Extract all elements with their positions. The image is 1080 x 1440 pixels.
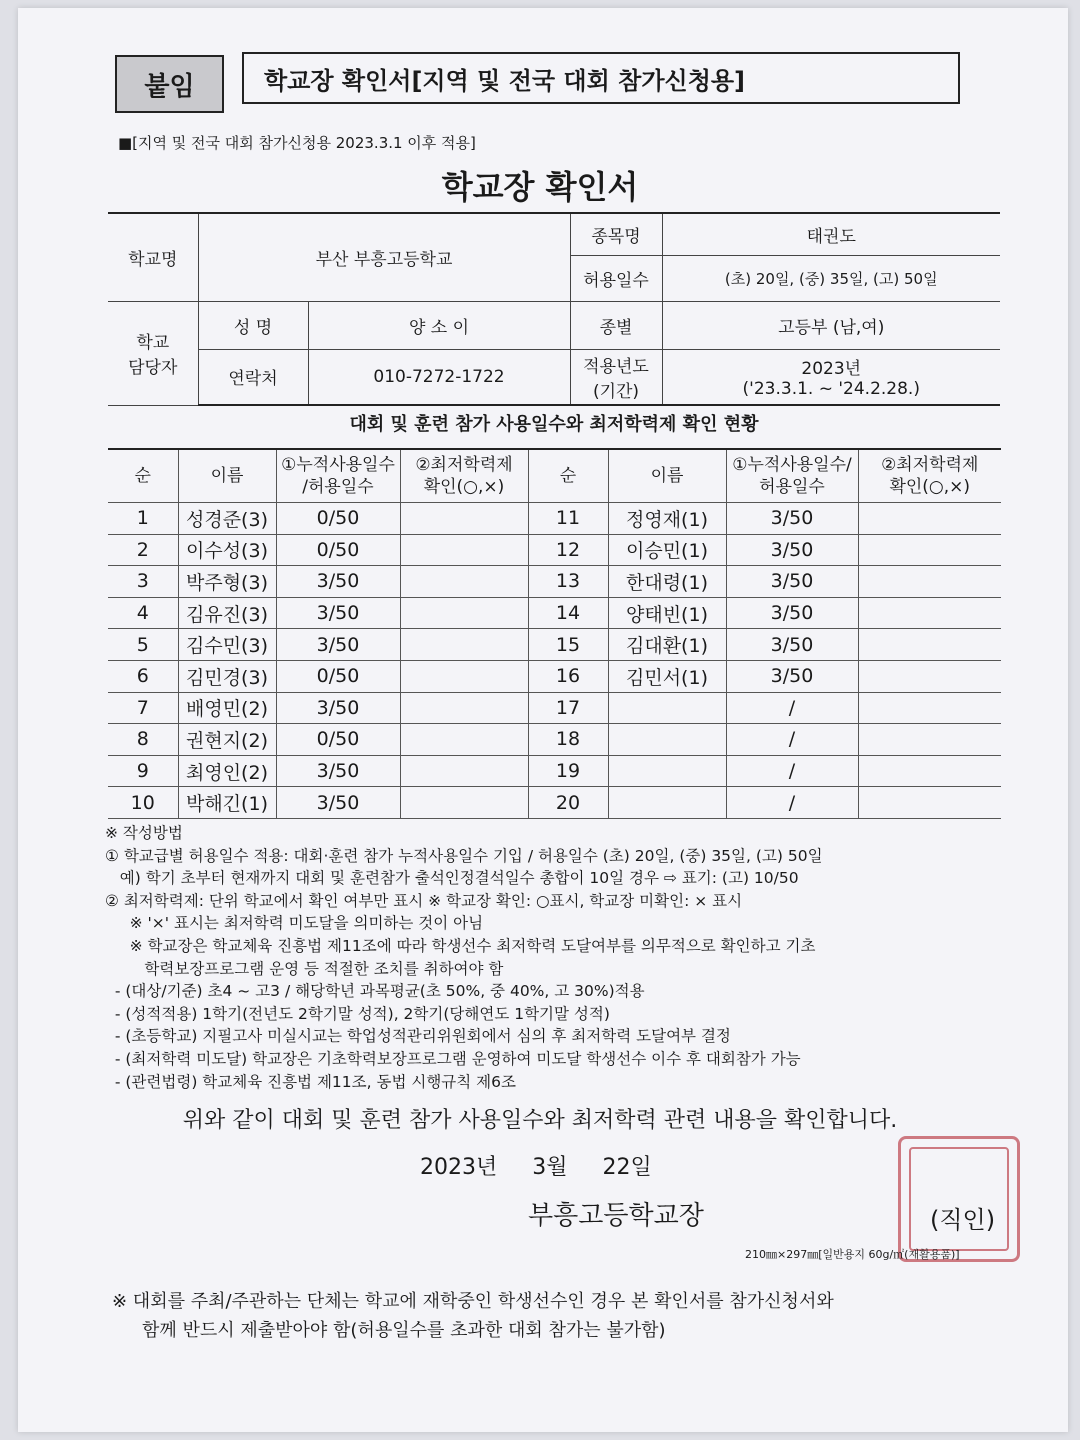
roster-days: 3/50 — [726, 597, 858, 629]
roster-days: 3/50 — [276, 597, 400, 629]
roster-name: 김유진(3) — [178, 597, 276, 629]
contact-label: 연락처 — [198, 349, 308, 405]
roster-check — [400, 566, 528, 598]
name-value: 양 소 이 — [308, 301, 570, 349]
roster-days: 3/50 — [276, 566, 400, 598]
roster-no: 7 — [108, 692, 178, 724]
header-days-2 — [726, 449, 858, 503]
roster-check — [400, 787, 528, 819]
roster-no: 11 — [528, 503, 608, 535]
roster-days: / — [726, 755, 858, 787]
roster-name: 김민경(3) — [178, 660, 276, 692]
issue-date — [420, 1150, 680, 1181]
roster-days: 3/50 — [726, 566, 858, 598]
main-title: 학교장 확인서 — [441, 168, 639, 206]
roster-check — [400, 755, 528, 787]
guide-line: - (성적적용) 1학기(전년도 2학기말 성적), 2학기(당해연도 1학기말 성적) — [105, 1004, 610, 1023]
roster-no: 3 — [108, 566, 178, 598]
category-value: 고등부 (남,여) — [662, 301, 1000, 349]
roster-name: 김대환(1) — [608, 629, 726, 661]
roster-check — [858, 566, 1001, 598]
header-check-2-line2: 확인(○,×) — [889, 477, 971, 497]
writing-guide — [105, 822, 1035, 1093]
guide-line: ※ '×' 표시는 최저학력 미도달을 의미하는 것이 아님 — [105, 914, 484, 933]
header-days-2-line1: ①누적사용일수/ — [732, 455, 852, 475]
roster-name — [608, 724, 726, 756]
roster-check — [858, 755, 1001, 787]
school-info-table — [108, 212, 1000, 406]
category-label: 종별 — [570, 301, 662, 349]
period-range: ('23.3.1. ~ '24.2.28.) — [742, 379, 920, 400]
period-value — [662, 349, 1000, 405]
period-label-line2: (기간) — [592, 381, 640, 402]
roster-no: 10 — [108, 787, 178, 819]
roster-name: 이수성(3) — [178, 534, 276, 566]
header-no-2: 순 — [528, 449, 608, 503]
roster-name: 최영인(2) — [178, 755, 276, 787]
roster-days: 3/50 — [276, 755, 400, 787]
header-name: 이름 — [178, 449, 276, 503]
roster-check — [400, 724, 528, 756]
roster-check — [400, 692, 528, 724]
staff-label-line2: 담당자 — [128, 358, 178, 378]
roster-days: 3/50 — [726, 629, 858, 661]
roster-days: 3/50 — [726, 660, 858, 692]
roster-check — [858, 503, 1001, 535]
roster-check — [400, 597, 528, 629]
roster-days: / — [726, 724, 858, 756]
date-month: 3월 — [532, 1155, 568, 1180]
footer-line-1: ※ 대회를 주최/주관하는 단체는 학교에 재학중인 학생선수인 경우 본 확인서를 참가신청서와 — [112, 1291, 834, 1312]
roster-check — [858, 787, 1001, 819]
roster-no: 4 — [108, 597, 178, 629]
roster-no: 13 — [528, 566, 608, 598]
roster-days: 0/50 — [276, 503, 400, 535]
header-check-line2: 확인(○,×) — [423, 477, 505, 497]
date-year: 2023년 — [420, 1155, 498, 1180]
guide-line: ※ 학교장은 학교체육 진흥법 제11조에 따라 학생선수 최저학력 도달여부를 의무적으로 확인하고 기초 — [105, 936, 816, 955]
roster-no: 17 — [528, 692, 608, 724]
table-row — [108, 755, 1001, 787]
guide-line: 학력보장프로그램 운영 등 적절한 조치를 취하여야 함 — [105, 959, 504, 978]
table-row — [108, 787, 1001, 819]
school-value: 부산 부흥고등학교 — [198, 213, 570, 301]
table-row — [108, 503, 1001, 535]
confirmation-statement: 위와 같이 대회 및 훈련 참가 사용일수와 최저학력 관련 내용을 확인합니다. — [182, 1108, 898, 1133]
period-label — [570, 349, 662, 405]
roster-days: 3/50 — [726, 534, 858, 566]
footer-line-2: 함께 반드시 제출받아야 함(허용일수를 초과한 대회 참가는 불가함) — [142, 1320, 666, 1341]
roster-check — [858, 692, 1001, 724]
roster-table — [108, 448, 1001, 819]
header-days-line1: ①누적사용일수 — [281, 455, 395, 475]
roster-no: 2 — [108, 534, 178, 566]
guide-line: ① 학교급별 허용일수 적용: 대회·훈련 참가 누적사용일수 기입 / 허용일수 (초) 20일, (중) 35일, (고) 50일 — [105, 846, 823, 865]
table-row — [108, 629, 1001, 661]
roster-no: 16 — [528, 660, 608, 692]
sport-label: 종목명 — [570, 213, 662, 255]
roster-name: 이승민(1) — [608, 534, 726, 566]
period-year: 2023년 — [801, 359, 862, 380]
name-label: 성 명 — [198, 301, 308, 349]
roster-name: 김수민(3) — [178, 629, 276, 661]
roster-check — [400, 503, 528, 535]
guide-line: - (초등학교) 지필고사 미실시교는 학업성적관리위원회에서 심의 후 최저학력 도달여부 결정 — [105, 1027, 731, 1046]
header-days-line2: /허용일수 — [302, 477, 374, 497]
period-label-line1: 적용년도 — [583, 356, 649, 377]
attach-label: 붙임 — [115, 55, 224, 113]
roster-name: 양태빈(1) — [608, 597, 726, 629]
document-title: 학교장 확인서[지역 및 전국 대회 참가신청용] — [242, 52, 960, 104]
staff-label — [108, 301, 198, 405]
guide-line: - (대상/기준) 초4 ~ 고3 / 해당학년 과목평균(초 50%, 중 40%, 고 30%)적용 — [105, 982, 645, 1001]
days-value: (초) 20일, (중) 35일, (고) 50일 — [662, 255, 1000, 301]
header-no: 순 — [108, 449, 178, 503]
roster-no: 5 — [108, 629, 178, 661]
roster-days: 3/50 — [726, 503, 858, 535]
roster-name: 박해긴(1) — [178, 787, 276, 819]
roster-no: 18 — [528, 724, 608, 756]
table-row — [108, 597, 1001, 629]
guide-line: ② 최저학력제: 단위 학교에서 확인 여부만 표시 ※ 학교장 확인: ○표시, 학교장 미확인: × 표시 — [105, 891, 743, 910]
table-row — [108, 534, 1001, 566]
guide-line: ※ 작성방법 — [105, 824, 183, 842]
header-check-2 — [858, 449, 1001, 503]
roster-no: 14 — [528, 597, 608, 629]
sport-value: 태권도 — [662, 213, 1000, 255]
header-check — [400, 449, 528, 503]
roster-no: 6 — [108, 660, 178, 692]
official-seal-stamp — [898, 1136, 1020, 1262]
roster-section-title: 대회 및 훈련 참가 사용일수와 최저학력제 확인 현황 — [349, 414, 759, 435]
contact-value: 010-7272-1722 — [308, 349, 570, 405]
roster-check — [858, 629, 1001, 661]
roster-days: / — [726, 692, 858, 724]
roster-name: 권현지(2) — [178, 724, 276, 756]
roster-check — [858, 724, 1001, 756]
table-row — [108, 724, 1001, 756]
table-row — [108, 566, 1001, 598]
roster-check — [858, 597, 1001, 629]
roster-days: 0/50 — [276, 660, 400, 692]
roster-name: 박주형(3) — [178, 566, 276, 598]
table-row — [108, 692, 1001, 724]
days-label: 허용일수 — [570, 255, 662, 301]
roster-no: 8 — [108, 724, 178, 756]
roster-no: 15 — [528, 629, 608, 661]
roster-name — [608, 787, 726, 819]
guide-line: - (최저학력 미도달) 학교장은 기초학력보장프로그램 운영하여 미도달 학생선수 이수 후 대회참가 가능 — [105, 1049, 801, 1068]
header-days — [276, 449, 400, 503]
roster-days: 3/50 — [276, 787, 400, 819]
header-days-2-line2: 허용일수 — [759, 477, 825, 497]
header-check-line1: ②최저학력제 — [415, 455, 513, 475]
guide-line: 예) 학기 초부터 현재까지 대회 및 훈련참가 출석인정결석일수 총합이 10일 경우 ⇨ 표기: (고) 10/50 — [105, 869, 799, 888]
roster-check — [400, 629, 528, 661]
header-name-2: 이름 — [608, 449, 726, 503]
roster-name — [608, 755, 726, 787]
roster-no: 12 — [528, 534, 608, 566]
date-day: 22일 — [602, 1155, 652, 1180]
applicability-note: ■[지역 및 전국 대회 참가신청용 2023.3.1 이후 적용] — [118, 134, 476, 152]
roster-no: 1 — [108, 503, 178, 535]
roster-name: 배영민(2) — [178, 692, 276, 724]
roster-no: 20 — [528, 787, 608, 819]
roster-no: 19 — [528, 755, 608, 787]
footer-note — [112, 1287, 834, 1345]
roster-name: 김민서(1) — [608, 660, 726, 692]
roster-name: 한대령(1) — [608, 566, 726, 598]
staff-label-line1: 학교 — [136, 333, 170, 353]
roster-name: 정영재(1) — [608, 503, 726, 535]
roster-check — [400, 660, 528, 692]
paper-spec: 210㎜×297㎜[일반용지 60g/㎡(재활용품)] — [745, 1248, 960, 1261]
roster-name: 성경준(3) — [178, 503, 276, 535]
roster-check — [858, 660, 1001, 692]
roster-check — [858, 534, 1001, 566]
roster-days: 3/50 — [276, 692, 400, 724]
roster-name — [608, 692, 726, 724]
roster-days: 0/50 — [276, 534, 400, 566]
roster-check — [400, 534, 528, 566]
seal-label: (직인) — [930, 1206, 996, 1234]
school-label: 학교명 — [108, 213, 198, 301]
guide-line: - (관련법령) 학교체육 진흥법 제11조, 동법 시행규칙 제6조 — [105, 1072, 516, 1091]
roster-days: / — [726, 787, 858, 819]
principal-name: 부흥고등학교장 — [528, 1201, 704, 1231]
roster-no: 9 — [108, 755, 178, 787]
table-row — [108, 660, 1001, 692]
roster-days: 0/50 — [276, 724, 400, 756]
header-check-2-line1: ②최저학력제 — [881, 455, 979, 475]
roster-days: 3/50 — [276, 629, 400, 661]
